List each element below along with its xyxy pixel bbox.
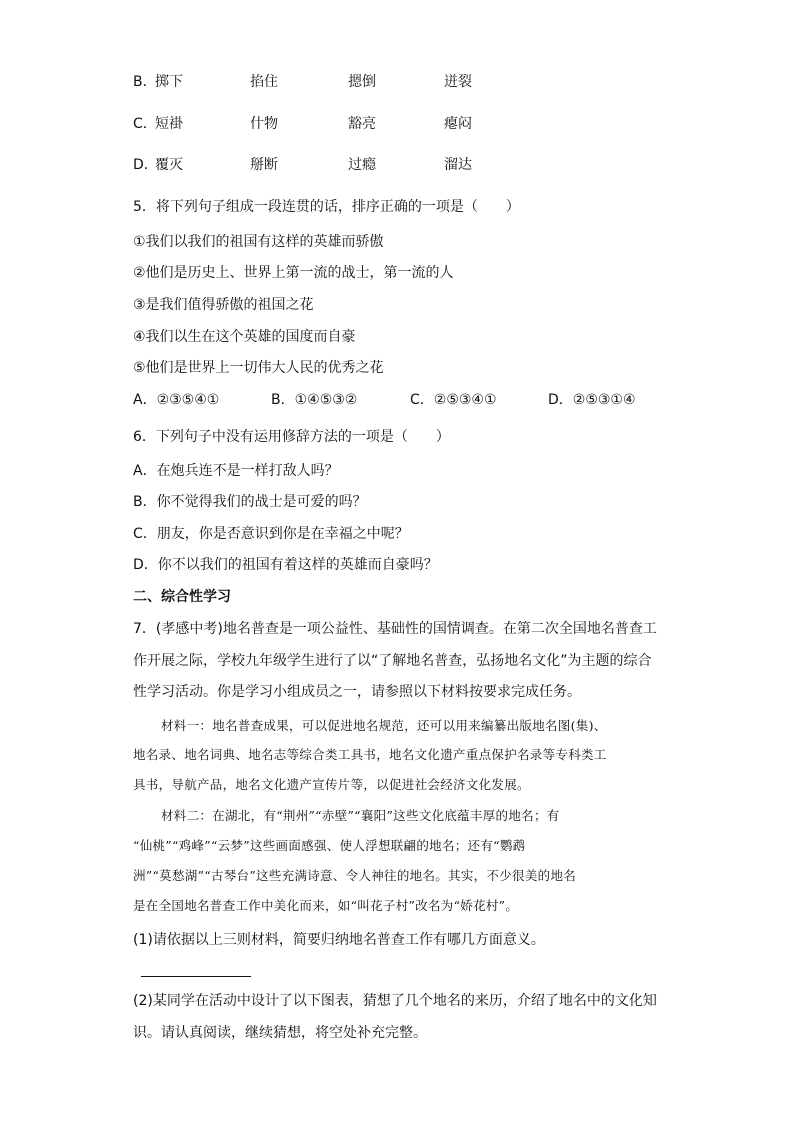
option-word: 溜达 (444, 157, 472, 173)
material-2-line: “仙桃”“鸡峰”“云梦”这些画面感强、使人浮想联翩的地名；还有“鹦鹉 (133, 838, 526, 853)
choice-c: C．②⑤③④① (410, 392, 497, 408)
material-1-line: 具书，导航产品，地名文化遗产宣传片等，以促进社会经济文化发展。 (133, 777, 530, 792)
question-7-intro: 性学习活动。你是学习小组成员之一，请参照以下材料按要求完成任务。 (133, 684, 581, 700)
question-7-intro: 7．(孝感中考)地名普查是一项公益性、基础性的国情调查。在第二次全国地名普查工 (133, 621, 657, 637)
sentence-2: ②他们是历史上、世界上第一流的战士，第一流的人 (133, 265, 454, 281)
option-letter: D． (133, 157, 158, 173)
material-2-line: 洲”“莫愁湖”“古琴台”这些充满诗意、令人神往的地名。其实，不少很美的地名 (133, 868, 577, 883)
choice-d: D．②⑤③①④ (548, 392, 636, 408)
sub-question-2: (2)某同学在活动中设计了以下图表，猜想了几个地名的来历，介绍了地名中的文化知 (133, 993, 657, 1009)
choice-c: C．朋友，你是否意识到你是在幸福之中呢？ (133, 526, 409, 542)
choice-a: A．②③⑤④① (133, 392, 220, 408)
material-2-line: 是在全国地名普查工作中美化而来，如“叫花子村”改名为“娇花村”。 (133, 898, 519, 913)
question-7-intro: 作开展之际，学校九年级学生进行了以“了解地名普查，弘扬地名文化”为主题的综合 (133, 653, 652, 669)
option-letter: C． (133, 116, 157, 132)
option-word: 短褂 (155, 116, 183, 132)
option-word: 瘪闷 (444, 116, 472, 132)
sentence-3: ③是我们值得骄傲的祖国之花 (133, 297, 314, 313)
choice-d: D．你不以我们的祖国有着这样的英雄而自豪吗？ (133, 557, 438, 573)
option-word: 覆灭 (155, 157, 183, 173)
sub-question-2: 识。请认真阅读，继续猜想，将空处补充完整。 (133, 1025, 427, 1041)
section-heading: 二、综合性学习 (133, 589, 231, 605)
option-word: 豁亮 (348, 116, 376, 132)
choice-b: B．①④⑤③② (271, 392, 358, 408)
option-word: 摁倒 (348, 74, 376, 90)
sentence-4: ④我们以生在这个英雄的国度而自豪 (133, 329, 356, 345)
option-word: 什物 (250, 116, 278, 132)
material-1-line: 地名录、地名词典、地名志等综合类工具书，地名文化遗产重点保护名录等专科类工 (133, 747, 607, 762)
choice-a: A．在炮兵连不是一样打敌人吗？ (133, 463, 339, 479)
option-word: 掐住 (250, 74, 278, 90)
option-word: 过瘾 (348, 157, 376, 173)
question-6-stem: 6．下列句子中没有运用修辞方法的一项是（ ） (133, 429, 450, 445)
option-letter: B． (133, 74, 157, 90)
material-2-line: 材料二：在湖北，有“荆州”“赤壁”“襄阳”这些文化底蕴丰厚的地名；有 (161, 808, 560, 823)
material-1-line: 材料一：地名普查成果，可以促进地名规范，还可以用来编纂出版地名图(集)、 (161, 718, 607, 733)
sentence-1: ①我们以我们的祖国有这样的英雄而骄傲 (133, 234, 384, 250)
answer-blank[interactable] (141, 976, 251, 977)
question-5-stem: 5．将下列句子组成一段连贯的话，排序正确的一项是（ ） (133, 199, 520, 215)
option-word: 掰断 (250, 157, 278, 173)
option-word: 迸裂 (444, 74, 472, 90)
sub-question-1: (1)请依据以上三则材料，简要归纳地名普查工作有哪几方面意义。 (133, 932, 545, 948)
option-word: 掷下 (155, 74, 183, 90)
choice-b: B．你不觉得我们的战士是可爱的吗？ (133, 494, 367, 510)
sentence-5: ⑤他们是世界上一切伟大人民的优秀之花 (133, 360, 384, 376)
